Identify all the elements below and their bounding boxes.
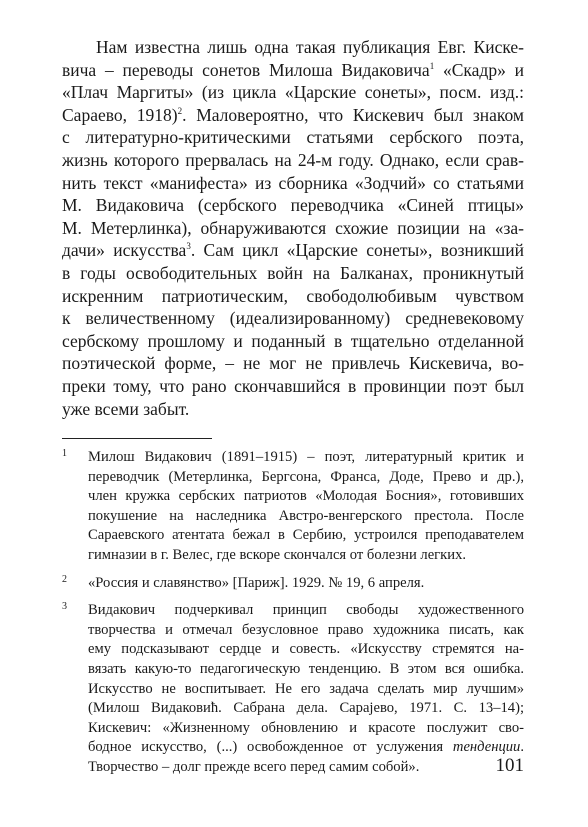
line-text: вича – переводы сонетов Милоша Видаковича	[62, 59, 430, 80]
paragraph-line	[62, 81, 524, 104]
line-text: в годы освободительных войн на Балканах, проникнутый	[62, 262, 524, 283]
footnote-2	[62, 574, 524, 594]
footnote-line: вязать какую-то педагогическую тенденцию. В этом вся ошибка.	[88, 660, 524, 677]
line-text: бодное искусство, (...) освобожденное от услужения	[88, 739, 453, 756]
paragraph-line	[62, 104, 524, 127]
book-page	[62, 36, 524, 796]
line-text: нить текст «манифеста» из сборника «Зодчий» со статьями	[62, 172, 524, 193]
line-text: преки тому, что рано скончавшийся в провинции поэт был	[62, 375, 524, 396]
footnote-ref-1[interactable]: 1	[429, 60, 435, 71]
line-text: жизнь которого прервалась на 24-м году. Однако, если срав-	[62, 149, 524, 170]
paragraph-line	[62, 149, 524, 172]
line-text: «Плач Маргиты» (из цикла «Царские сонеты», посм. изд.:	[62, 82, 524, 103]
italic-word: тенденции	[452, 739, 521, 756]
line-text: М. Видаковича (сербского переводчика «Синей птицы»	[62, 195, 524, 216]
line-text: искренним патриотическим, свободолюбивым чувством	[62, 285, 524, 306]
paragraph-line	[62, 398, 524, 421]
line-text: дачи» искусства	[62, 240, 187, 261]
footnote-line: переводчик (Метерлинка, Бергсона, Франса, Доде, Прево и др.),	[88, 468, 524, 485]
line-text: .	[520, 739, 524, 756]
paragraph-line	[62, 36, 524, 59]
paragraph-line	[62, 307, 524, 330]
line-text: к величественному (идеализированному) средневековому	[62, 308, 524, 329]
footnote-line: творчества и отмечал безусловное право художника писать, как	[88, 621, 524, 638]
paragraph-line	[62, 330, 524, 353]
footnote-number: 1	[62, 448, 67, 459]
paragraph-line	[62, 262, 524, 285]
footnote-1	[62, 448, 524, 566]
line-text: «Скадр» и	[434, 59, 524, 80]
line-text: поэтической форме, – не мог не привлечь Кискевича, во-	[62, 353, 524, 374]
footnote-ref-3[interactable]: 3	[186, 241, 191, 252]
line-text: . Маловероятно, что Кискевич был знаком	[182, 104, 525, 125]
footnotes-section	[62, 448, 524, 786]
footnote-line: покушение на наследника Австро-венгерского престола. После	[88, 507, 524, 524]
paragraph-line	[62, 126, 524, 149]
footnote-line: Творчество – долг прежде всего перед самим собой».	[88, 758, 420, 775]
footnote-3	[62, 601, 524, 777]
paragraph-line	[62, 375, 524, 398]
footnote-number: 3	[62, 601, 67, 613]
paragraph-line	[62, 239, 524, 262]
line-text: М. Метерлинка), обнаруживаются схожие позиции на «за-	[62, 217, 524, 238]
footnote-ref-2[interactable]: 2	[177, 105, 183, 116]
page-number: 101	[495, 755, 524, 776]
footnote-line: Милош Видакович (1891–1915) – поэт, литературный критик и	[88, 449, 524, 465]
main-paragraph	[62, 36, 524, 420]
paragraph-line	[62, 194, 524, 217]
paragraph-line	[62, 285, 524, 308]
footnote-line: Искусство не воспитывает. Не его задача сделать мир лучшим»	[88, 680, 524, 697]
paragraph-line	[62, 217, 524, 240]
paragraph-line	[62, 59, 524, 82]
footnote-line	[88, 738, 524, 758]
footnote-line: (Милош Видаковић. Сабрана дела. Сарајево, 1971. С. 13–14);	[88, 700, 524, 717]
line-text: уже всеми забыт.	[62, 398, 190, 419]
line-text: с литературно-критическими статьями сербского поэта,	[62, 127, 524, 148]
footnote-line: «Россия и славянство» [Париж]. 1929. № 19, 6 апреля.	[88, 574, 425, 591]
line-text: сербскому прошлому и поданный в тщательно отделанной	[62, 330, 524, 351]
footnote-number: 2	[62, 573, 67, 585]
line-text: Сараево, 1918)	[62, 104, 178, 125]
footnote-line: ему подсказывают сердце и совесть. «Искусству стремятся на-	[88, 641, 524, 658]
paragraph-line	[62, 172, 524, 195]
line-text: Нам известна лишь одна такая публикация Евг. Киске-	[96, 37, 524, 57]
footnote-line: гимназии в г. Велес, где вскоре скончался от болезни легких.	[88, 546, 467, 563]
footnote-line: член кружка сербских патриотов «Молодая Босния», готовивших	[88, 488, 524, 505]
footnote-line: Видакович подчеркивал принцип свободы художественного	[88, 602, 524, 619]
footnote-line: Сараевского атентата бежал в Сербию, устроился преподавателем	[88, 527, 524, 544]
paragraph-line	[62, 352, 524, 375]
footnote-line: Кискевич: «Жизненному обновлению и красоте послужит сво-	[88, 719, 524, 736]
footnote-divider	[62, 438, 212, 439]
line-text: . Сам цикл «Царские сонеты», возникший	[190, 240, 524, 261]
